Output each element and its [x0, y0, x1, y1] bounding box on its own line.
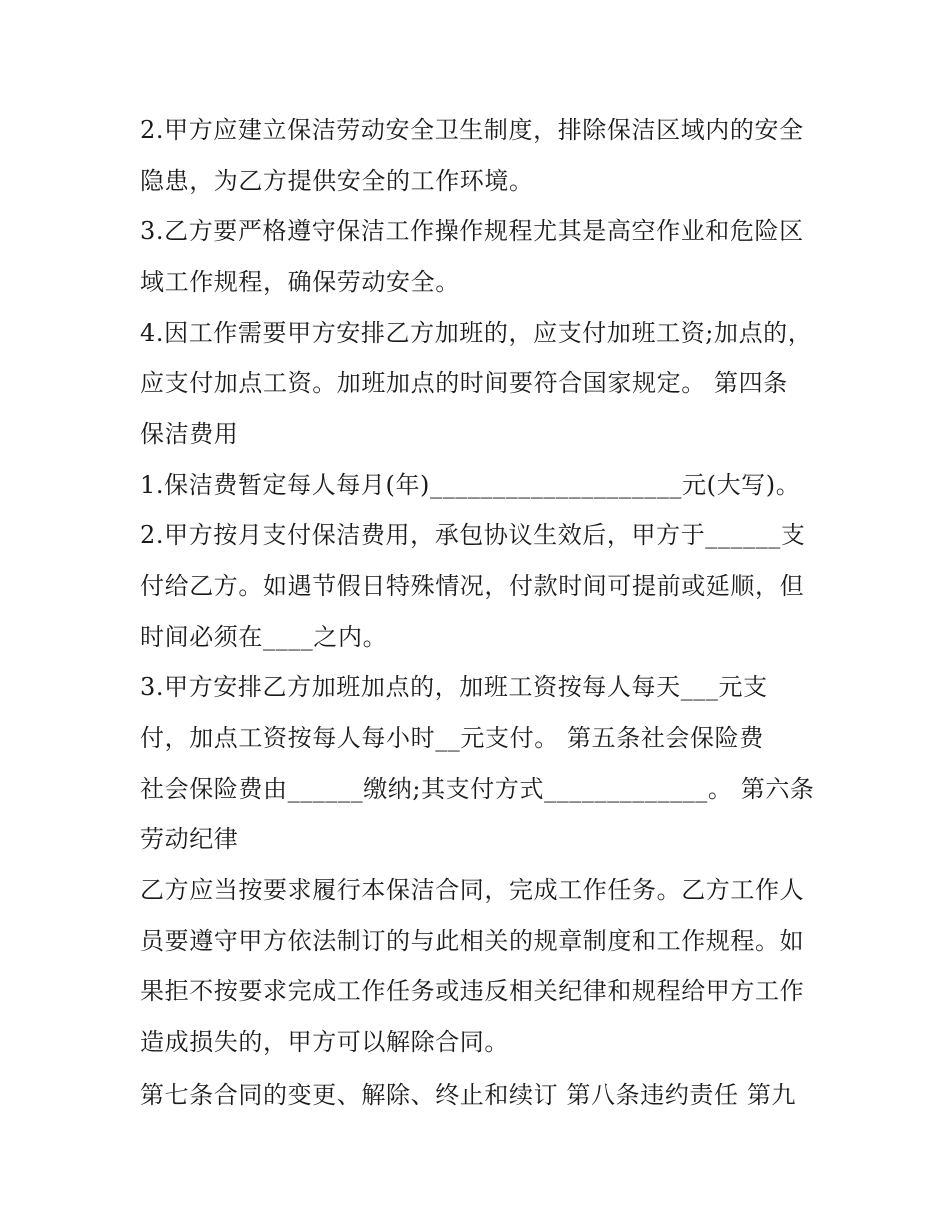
text-line: 员要遵守甲方依法制订的与此相关的规章制度和工作规程。如	[140, 927, 805, 955]
text-line: 2.甲方应建立保洁劳动安全卫生制度，排除保洁区域内的安全	[140, 116, 804, 144]
text-line: 乙方应当按要求履行本保洁合同，完成工作任务。乙方工作人	[140, 876, 805, 904]
text-line: 3.甲方安排乙方加班加点的，加班工资按每人每天___元支	[140, 673, 768, 701]
text-line: 保洁费用	[140, 420, 239, 448]
text-line: 第七条合同的变更、解除、终止和续订 第八条违约责任 第九	[140, 1081, 797, 1109]
text-line: 隐患，为乙方提供安全的工作环境。	[140, 167, 534, 195]
text-line: 3.乙方要严格遵守保洁工作操作规程尤其是高空作业和危险区	[140, 217, 804, 245]
text-line: 域工作规程，确保劳动安全。	[140, 268, 460, 296]
text-line: 造成损失的，甲方可以解除合同。	[140, 1028, 509, 1056]
text-line: 应支付加点工资。加班加点的时间要符合国家规定。 第四条	[140, 369, 788, 397]
text-line: 劳动纪律	[140, 825, 239, 853]
text-line: 4.因工作需要甲方安排乙方加班的，应支付加班工资;加点的，	[140, 319, 813, 347]
text-line: 果拒不按要求完成工作任务或违反相关纪律和规程给甲方工作	[140, 977, 805, 1005]
text-line: 1.保洁费暂定每人每月(年)____________________元(大写)。	[140, 471, 801, 499]
text-line: 时间必须在____之内。	[140, 623, 388, 651]
text-line: 社会保险费由______缴纳;其支付方式_____________。 第六条	[140, 775, 815, 803]
text-line: 2.甲方按月支付保洁费用，承包协议生效后，甲方于______支	[140, 521, 806, 549]
text-line: 付给乙方。如遇节假日特殊情况，付款时间可提前或延顺，但	[140, 572, 805, 600]
text-line: 付，加点工资按每人每小时__元支付。 第五条社会保险费	[140, 724, 764, 752]
